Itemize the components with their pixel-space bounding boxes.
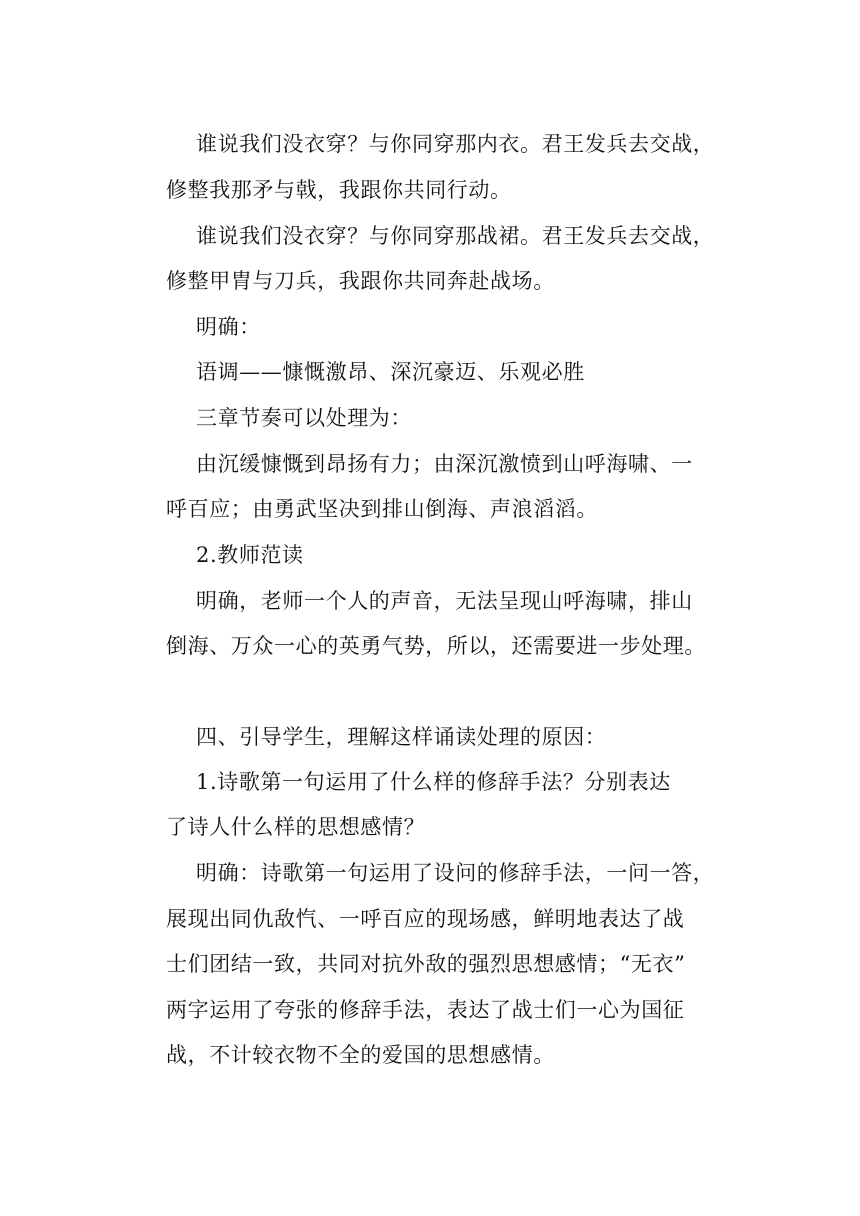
text-line: 明确：诗歌第一句运用了设问的修辞手法，一问一答， xyxy=(196,861,715,885)
text-line: 呼百应；由勇武坚决到排山倒海、声浪滔滔。 xyxy=(166,497,598,521)
text-line: 由沉缓慷慨到昂扬有力；由深沉激愤到山呼海啸、一 xyxy=(196,452,693,476)
text-line: 战，不计较衣物不全的爱国的思想感情。 xyxy=(166,1043,555,1067)
text-line: 谁说我们没衣穿？与你同穿那战裙。君王发兵去交战， xyxy=(196,224,715,248)
text-line: 倒海、万众一心的英勇气势，所以，还需要进一步处理。 xyxy=(166,634,706,658)
text-line: 明确，老师一个人的声音，无法呈现山呼海啸，排山 xyxy=(196,589,693,613)
text-line: 语调——慷慨激昂、深沉豪迈、乐观必胜 xyxy=(196,360,585,384)
text-line: 三章节奏可以处理为： xyxy=(196,406,412,430)
text-line: 2.教师范读 xyxy=(196,543,304,567)
text-line: 了诗人什么样的思想感情？ xyxy=(166,815,426,839)
text-line: 谁说我们没衣穿？与你同穿那内衣。君王发兵去交战， xyxy=(196,132,715,156)
text-line: 修整甲胄与刀兵，我跟你共同奔赴战场。 xyxy=(166,269,555,293)
text-line: 1.诗歌第一句运用了什么样的修辞手法？分别表达 xyxy=(196,770,671,794)
text-line: 明确： xyxy=(196,315,261,339)
text-line: 展现出同仇敌忾、一呼百应的现场感，鲜明地表达了战 xyxy=(166,907,685,931)
section-heading: 四、引导学生，理解这样诵读处理的原因： xyxy=(196,725,607,749)
text-line: 修整我那矛与戟，我跟你共同行动。 xyxy=(166,178,512,202)
text-line: 两字运用了夸张的修辞手法，表达了战士们一心为国征 xyxy=(166,998,685,1022)
text-line: 士们团结一致，共同对抗外敌的强烈思想感情；“无衣” xyxy=(166,952,686,976)
